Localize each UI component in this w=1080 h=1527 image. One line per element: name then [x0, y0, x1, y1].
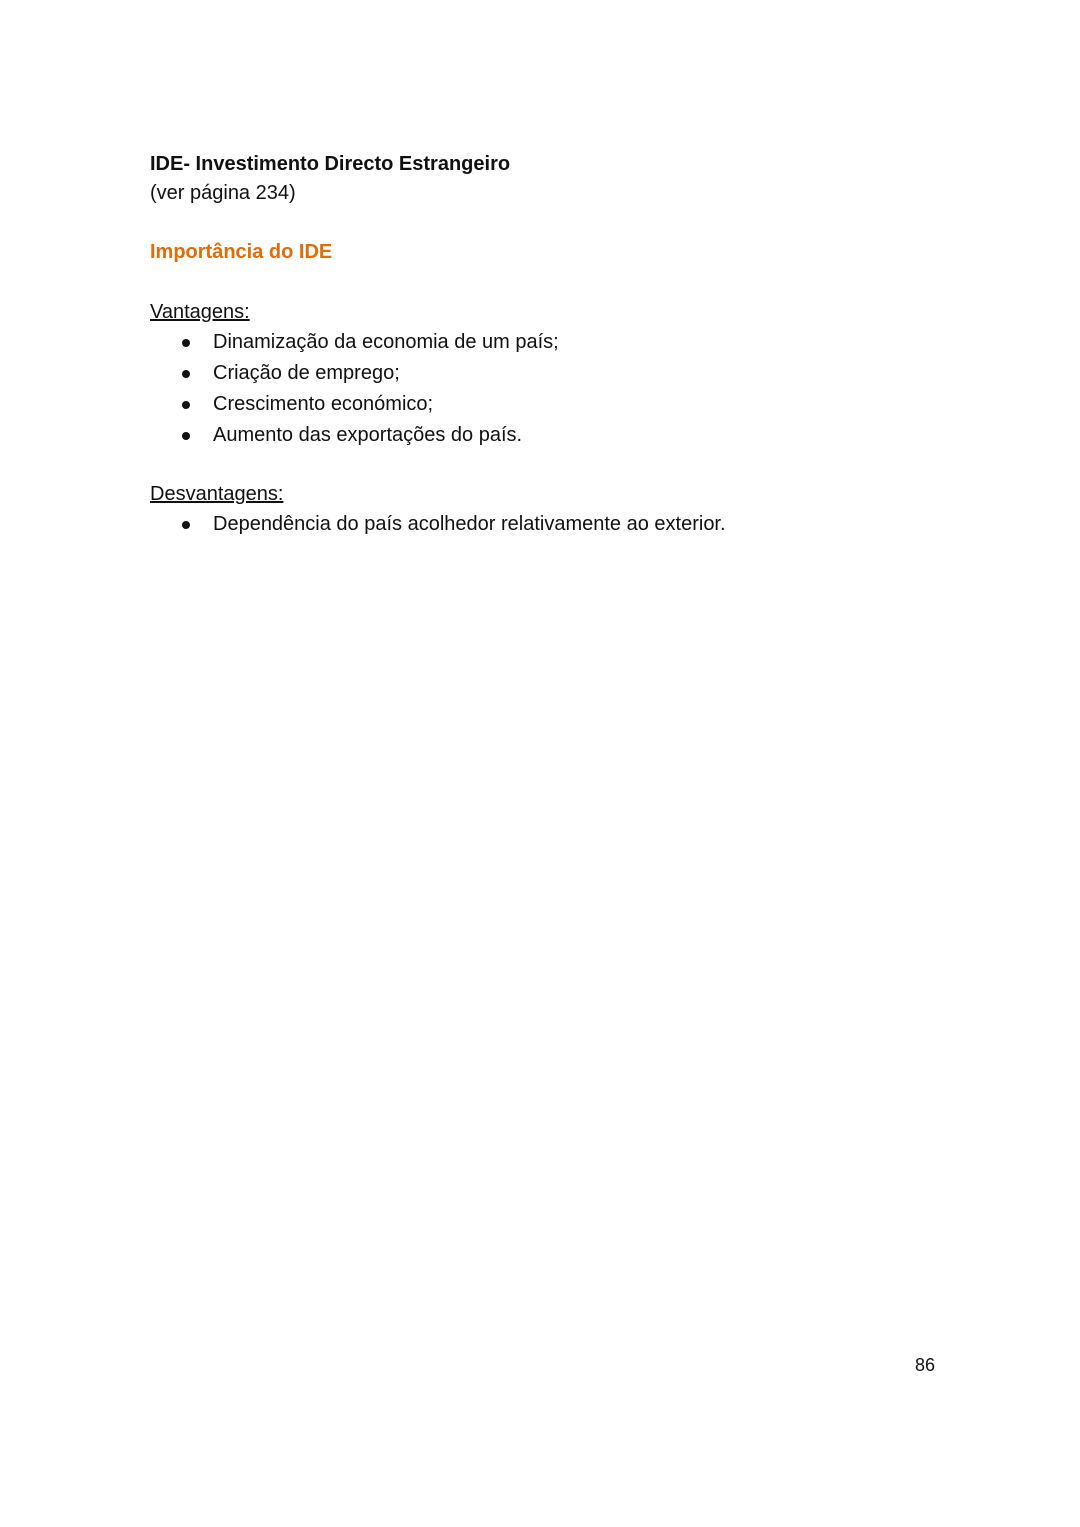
advantage-text: Crescimento económico;	[213, 393, 434, 415]
advantage-item	[150, 389, 930, 420]
disadvantage-item	[150, 509, 930, 540]
document-title: IDE- Investimento Directo Estrangeiro	[150, 153, 511, 175]
bullet-icon	[182, 339, 190, 347]
section-heading: Importância do IDE	[150, 241, 333, 263]
bullet-icon	[182, 370, 190, 378]
advantages-label: Vantagens:	[150, 301, 250, 323]
disadvantages-list	[150, 509, 930, 540]
advantage-text: Dinamização da economia de um país;	[213, 331, 559, 353]
advantage-item	[150, 420, 930, 451]
page-reference: (ver página 234)	[150, 182, 296, 204]
advantage-text: Criação de emprego;	[213, 362, 400, 384]
advantage-item	[150, 327, 930, 358]
advantages-list	[150, 327, 930, 451]
page-number: 86	[914, 1355, 935, 1375]
bullet-icon	[182, 401, 190, 409]
page-content	[150, 150, 930, 568]
bullet-icon	[182, 432, 190, 440]
disadvantage-text: Dependência do país acolhedor relativamente ao exterior.	[213, 513, 726, 535]
disadvantages-label: Desvantagens:	[150, 483, 284, 505]
advantage-text: Aumento das exportações do país.	[213, 424, 523, 446]
advantage-item	[150, 358, 930, 389]
bullet-icon	[182, 521, 190, 529]
